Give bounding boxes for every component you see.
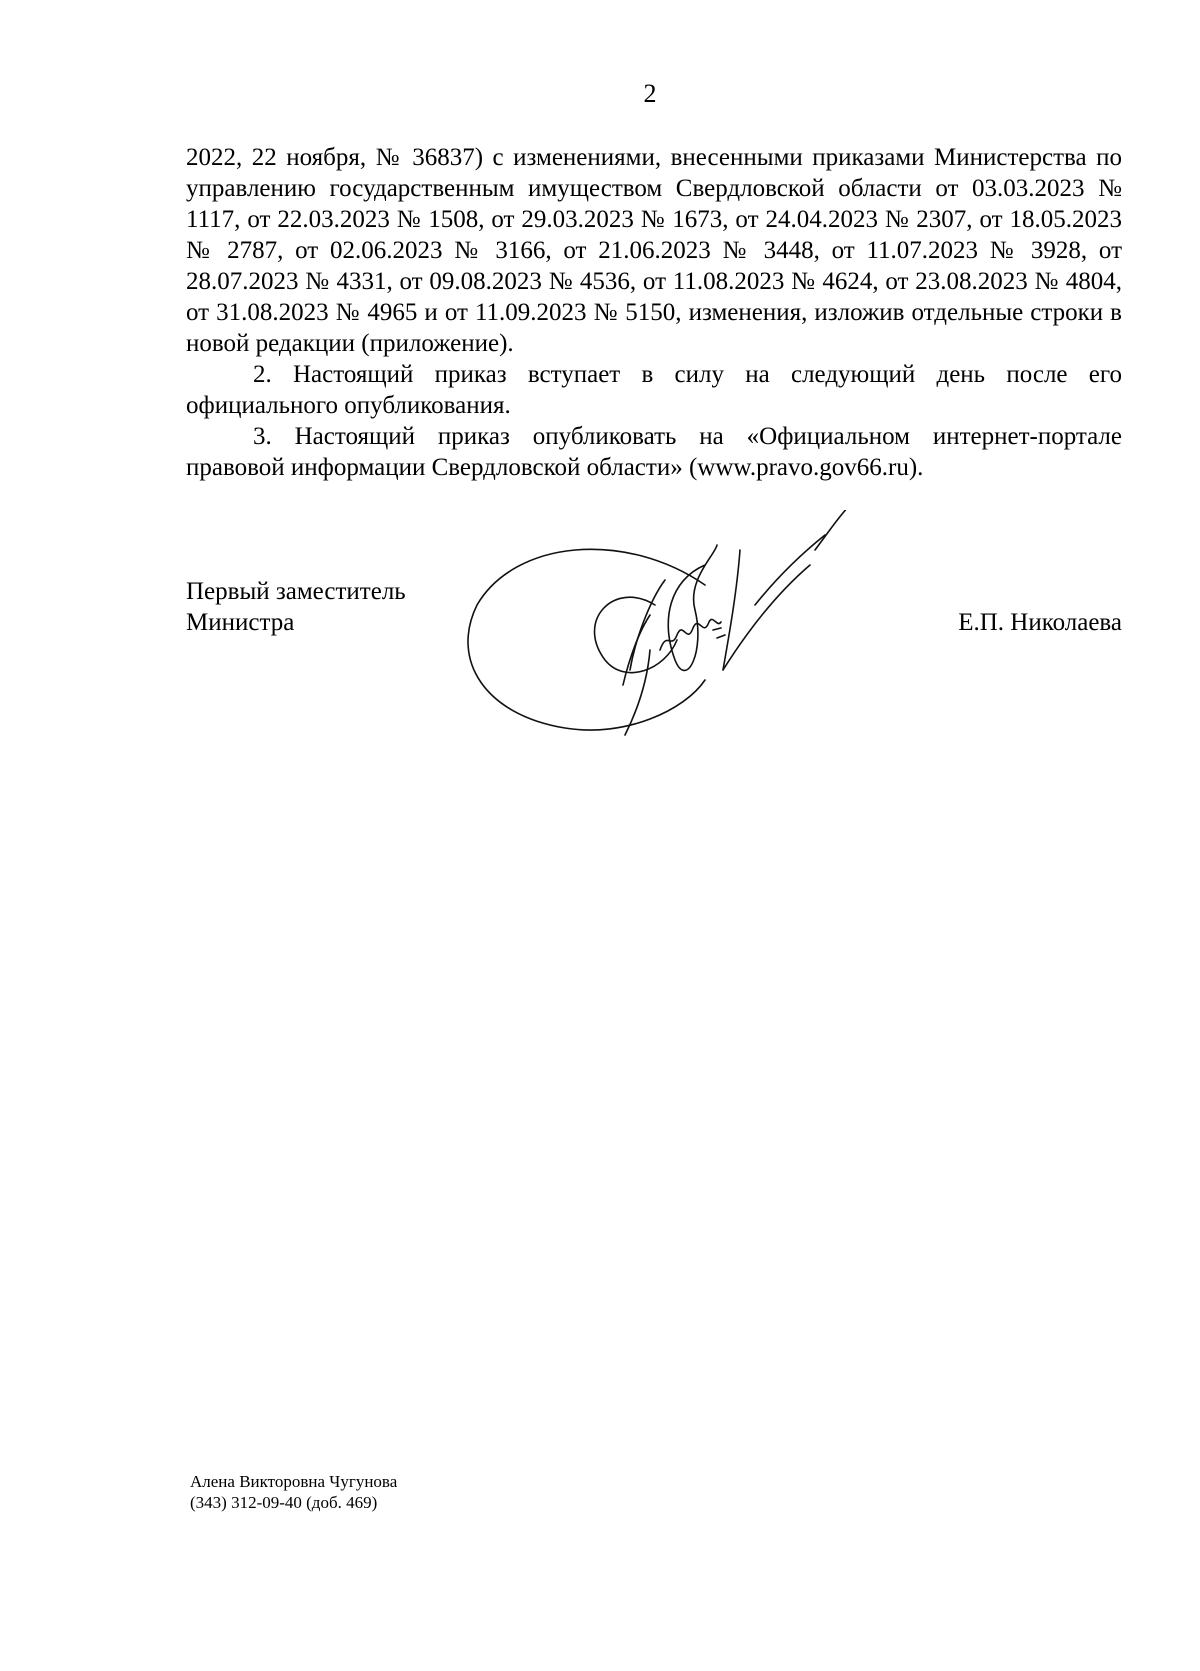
paragraph-amendments: 2022, 22 ноября, № 36837) с изменениями, внесенными приказами Министерства по управлению государственным имуществом Свердловской области от 03.03.2023 № 1117, от 22.03.2023 № 1508, от 29.03.2023 № 1673, от 24.04.2023 № 2307, от 18.05.2023 № 2787, от 02.06.2023 № 3166, от 21.06.2023 № 3448, от 11.07.2023 № 3928, от 28.07.2023 № 4331, от 09.08.2023 № 4536, от 11.08.2023 № 4624, от 23.08.2023 № 4804, от 31.08.2023 № 4965 и от 11.09.2023 № 5150, изменения, изложив отдельные строки в новой редакции (приложение). [186, 144, 1122, 357]
executor-phone: (343) 312-09-40 (доб. 469) [190, 1493, 378, 1512]
executor-info [190, 1471, 397, 1513]
paragraph-publication: 3. Настоящий приказ опубликовать на «Официальном интернет-портале правовой информации Свердловской области» (www.pravo.gov66.ru). [186, 423, 1122, 481]
signatory-title-line1: Первый заместитель [186, 578, 406, 605]
signatory-title-line2: Министра [186, 609, 295, 636]
handwritten-signature [455, 510, 875, 760]
paragraph-effective-date: 2. Настоящий приказ вступает в силу на следующий день после его официального опубликования. [186, 361, 1122, 419]
document-body [186, 142, 1122, 483]
executor-name: Алена Викторовна Чугунова [190, 1472, 398, 1491]
page-number: 2 [643, 79, 657, 108]
signatory-title [186, 576, 406, 638]
signatory-name: Е.П. Николаева [958, 609, 1122, 636]
